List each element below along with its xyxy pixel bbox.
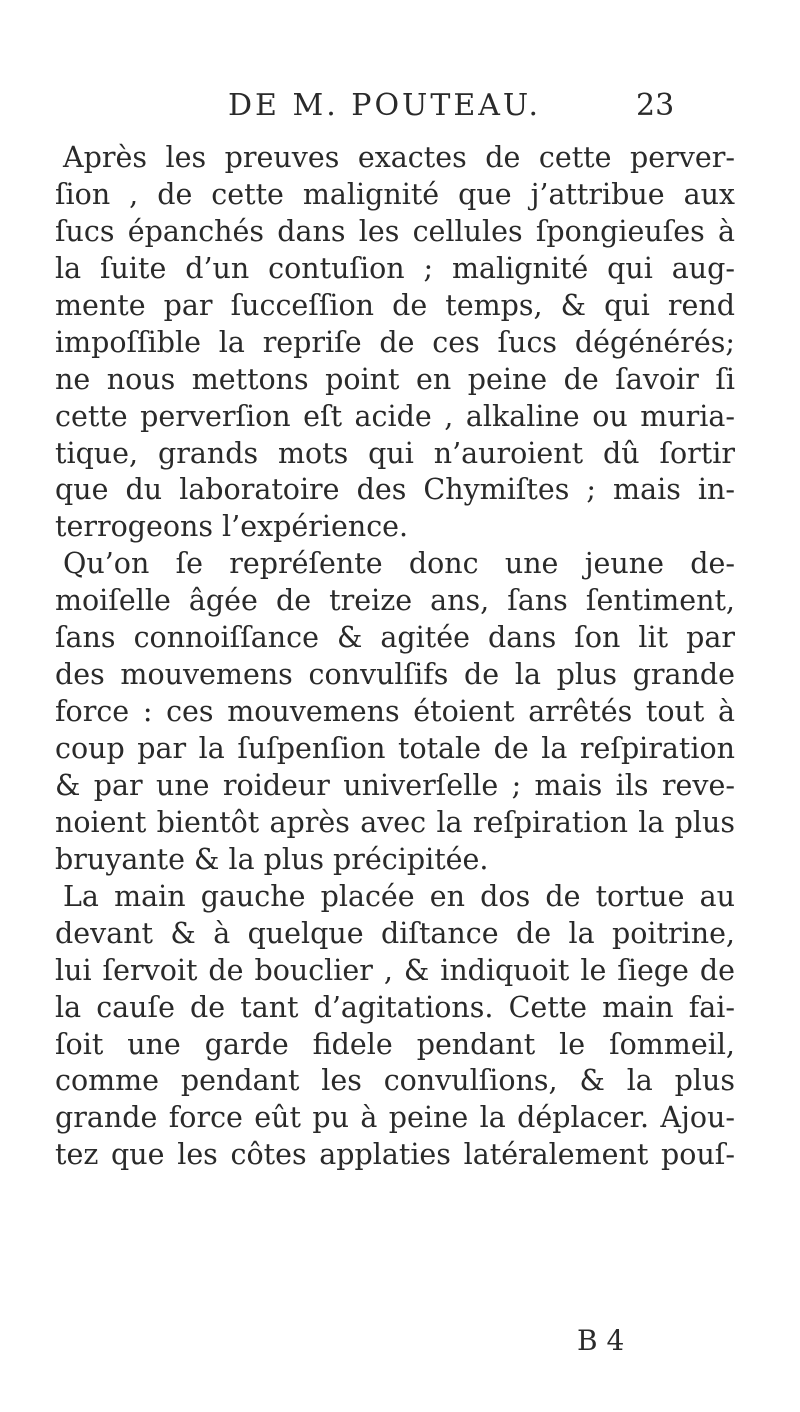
text-line: ſans connoiſſance & agitée dans ſon lit par <box>55 621 735 655</box>
text-line: coup par la ſuſpenſion totale de la reſpiration <box>55 732 735 765</box>
text-line: ſion , de cette malignité que j’attribue aux <box>55 177 735 211</box>
text-line: ſucs épanchés dans les cellules ſpongieuſes à <box>55 214 735 248</box>
text-line: ne nous mettons point en peine de ſavoir ſi <box>55 362 735 396</box>
text-line: cette perverſion eſt acide , alkaline ou muria- <box>55 399 735 433</box>
text-line: comme pendant les convulſions, & la plus <box>55 1064 735 1098</box>
text-line: terrogeons l’expérience. <box>55 510 409 544</box>
text-line: que du laboratoire des Chymiſtes ; mais in- <box>55 473 735 507</box>
signature-mark: B 4 <box>577 1324 625 1357</box>
text-line: force : ces mouvemens étoient arrêtés tout à <box>55 695 735 729</box>
text-line: & par une roideur univerſelle ; mais ils reve- <box>55 768 735 802</box>
text-line: La main gauche placée en dos de tortue au <box>63 879 735 913</box>
text-line: moiſelle âgée de treize ans, ſans ſentiment, <box>55 584 735 618</box>
text-line: ſoit une garde fidele pendant le ſommeil, <box>55 1027 735 1061</box>
text-line: devant & à quelque diſtance de la poitrine, <box>55 916 735 950</box>
page-number: 23 <box>636 88 675 123</box>
text-line: lui ſervoit de bouclier , & indiquoit le ſiege de <box>55 953 735 987</box>
text-line: Qu’on ſe repréſente donc une jeune de- <box>63 547 735 581</box>
text-line: Après les preuves exactes de cette perver- <box>63 141 735 174</box>
text-line: tez que les côtes applaties latéralement pouſ- <box>55 1138 735 1172</box>
text-line: des mouvemens convulſifs de la plus grande <box>55 658 735 692</box>
text-line: la cauſe de tant d’agitations. Cette main fai- <box>55 990 735 1024</box>
text-line: grande force eût pu à peine la déplacer. Ajou- <box>55 1101 735 1135</box>
body-text <box>55 140 735 1174</box>
text-line: noient bientôt après avec la reſpiration la plus <box>55 805 735 839</box>
text-line: bruyante & la plus précipitée. <box>55 842 489 876</box>
text-line: mente par ſucceſſion de temps, & qui rend <box>55 288 735 322</box>
text-line: impoſſible la repriſe de ces ſucs dégénérés; <box>55 325 735 359</box>
text-line: la ſuite d’un contuſion ; malignité qui aug- <box>55 251 735 285</box>
text-line: tique, grands mots qui n’auroient dû ſortir <box>55 436 735 470</box>
running-title: DE M. POUTEAU. <box>228 88 541 123</box>
running-head <box>0 88 800 128</box>
